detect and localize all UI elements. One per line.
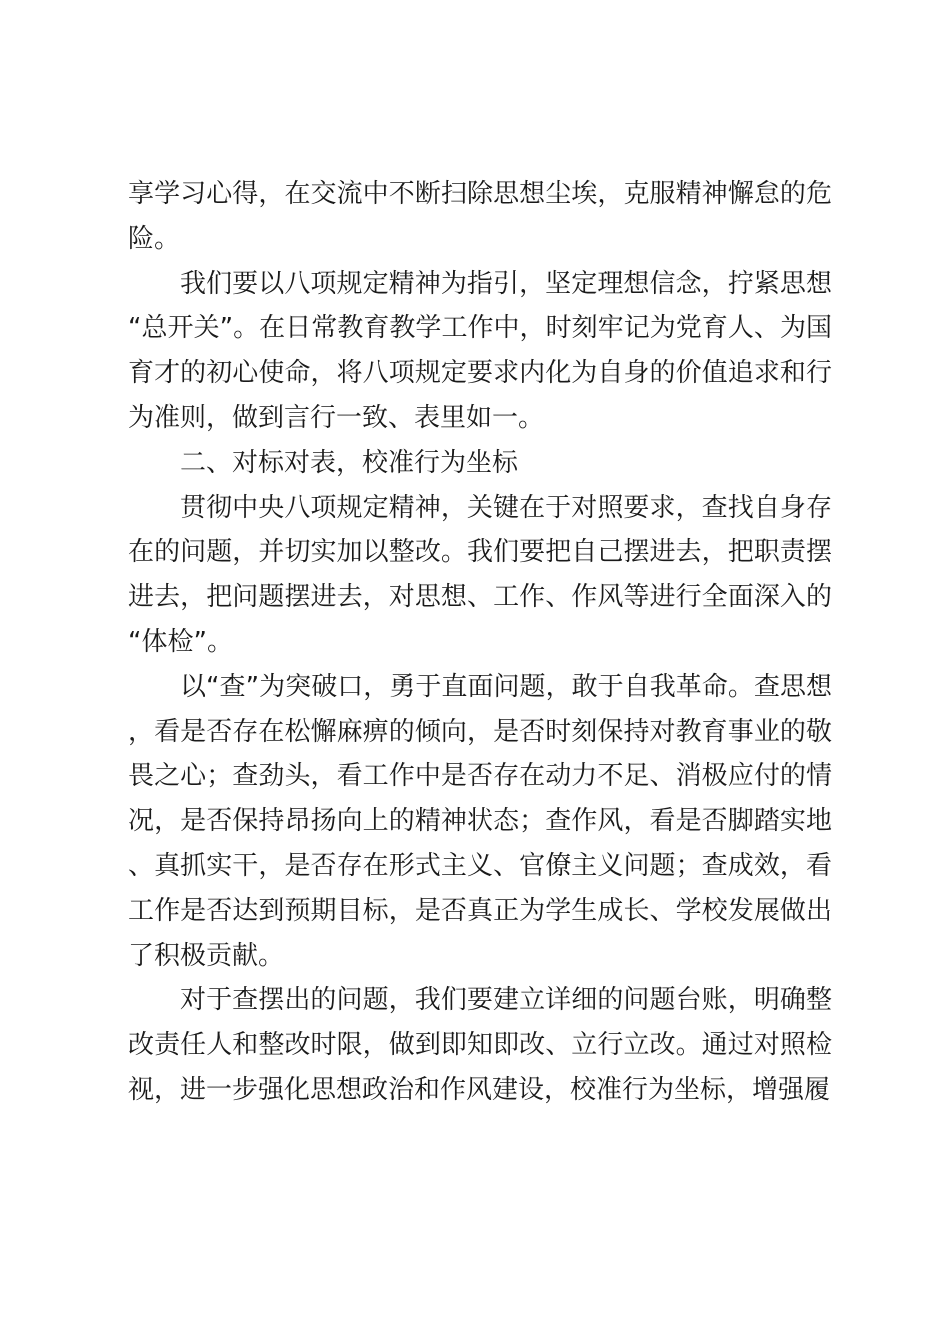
paragraph-ideals: 我们要以八项规定精神为指引，坚定理想信念，拧紧思想“总开关”。在日常教育教学工作中，时刻牢记为党育人、为国育才的初心使命，将八项规定要求内化为自身的价值追求和行为准则，做到言行一致、表里如一。 [128,268,832,433]
section-heading: 二、对标对表，校准行为坐标 [180,447,519,478]
paragraph-inspection: 以“查”为突破口，勇于直面问题，敢于自我革命。查思想，看是否存在松懈麻痹的倾向，是否时刻保持对教育事业的敬畏之心；查劲头，看工作中是否存在动力不足、消极应付的情况，是否保持昂扬向上的精神状态；查作风，看是否脚踏实地、真抓实干，是否存在形式主义、官僚主义问题；查成效，看工作是否达到预期目标，是否真正为学生成长、学校发展做出了积极贡献。 [128,671,832,971]
paragraph-continuation: 享学习心得，在交流中不断扫除思想尘埃，克服精神懈怠的危险。 [128,179,832,254]
paragraph-rectification: 对于查摆出的问题，我们要建立详细的问题台账，明确整改责任人和整改时限，做到即知即改、立行立改。通过对照检视，进一步强化思想政治和作风建设，校准行为坐标，增强履 [128,985,832,1105]
paragraph-checkup: 贯彻中央八项规定精神，关键在于对照要求，查找自身存在的问题，并切实加以整改。我们要把自己摆进去，把职责摆进去，把问题摆进去，对思想、工作、作风等进行全面深入的“体检”。 [128,492,832,657]
document-body [128,172,832,1113]
